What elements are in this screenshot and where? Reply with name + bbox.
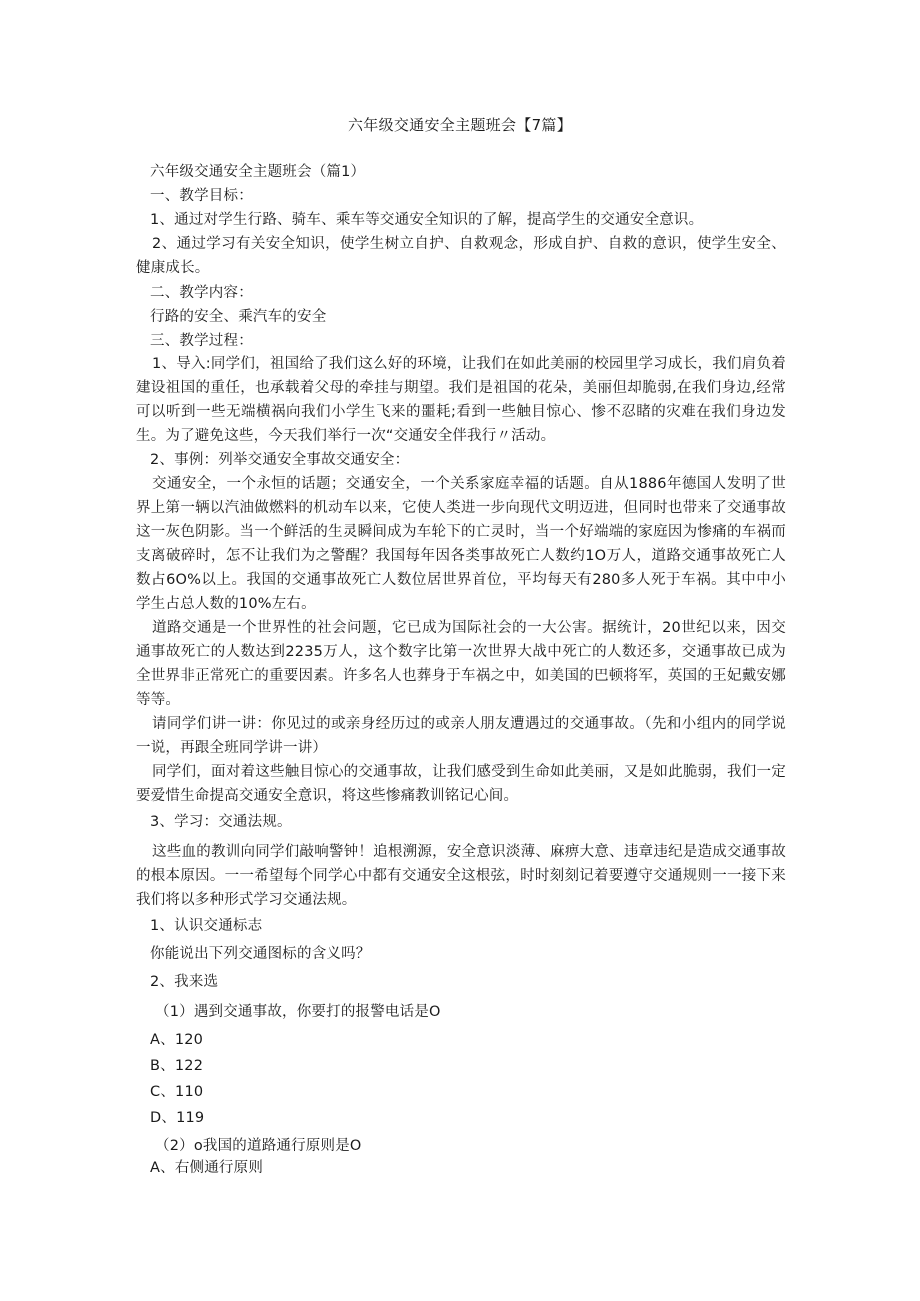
q1-option-d: D、119 bbox=[150, 1110, 205, 1126]
choose-heading: 2、我来选 bbox=[150, 974, 219, 990]
cherish-paragraph: 同学们，面对着这些触目惊心的交通事故，让我们感受到生命如此美丽，又是如此脆弱，我们一定要爱惜生命提高交通安全意识，将这些惨痛教训铭记心间。 bbox=[136, 764, 786, 804]
world-paragraph: 道路交通是一个世界性的社会问题，它已成为国际社会的一大公害。据统计，20世纪以来，因交通事故死亡的人数达到2235万人，这个数字比第一次世界大战中死亡的人数还多，交通事故已成为全世界非正常死亡的重要因素。许多名人也葬身于车祸之中，如美国的巴顿将军，英国的王妃戴安娜等等。 bbox=[136, 620, 786, 708]
intro-paragraph: 1、导入:同学们，祖国给了我们这么好的环境，让我们在如此美丽的校园里学习成长，我们肩负着建设祖国的重任，也承载着父母的牵挂与期望。我们是祖国的花朵，美丽但却脆弱,在我们身边,经常可以听到一些无端横祸向我们小学生飞来的噩耗;看到一些触目惊心、惨不忍睹的灾难在我们身边发生。为了避免这些，今天我们举行一次“交通安全伴我行〃活动。 bbox=[136, 356, 786, 444]
content-text: 行路的安全、乘汽车的安全 bbox=[150, 309, 327, 325]
section-heading-process: 三、教学过程： bbox=[150, 333, 253, 349]
question-2: （2）o我国的道路通行原则是O bbox=[155, 1138, 362, 1154]
objective-2: 2、通过学习有关安全知识，使学生树立自护、自救观念，形成自护、自救的意识，使学生安全、健康成长。 bbox=[136, 236, 786, 276]
section-heading-content: 二、教学内容： bbox=[150, 285, 253, 301]
q1-option-a: A、120 bbox=[150, 1032, 204, 1048]
lesson-paragraph: 这些血的教训向同学们敲响警钟！追根溯源，安全意识淡薄、麻痹大意、违章违纪是造成交通事故的根本原因。一一希望每个同学心中都有交通安全这根弦，时时刻刻记着要遵守交通规则一一接下来我们将以多种形式学习交通法规。 bbox=[136, 844, 786, 908]
document-subtitle: 六年级交通安全主题班会（篇1） bbox=[150, 164, 366, 180]
q1-option-b: B、122 bbox=[150, 1058, 204, 1074]
q2-option-a: A、右侧通行原则 bbox=[150, 1160, 264, 1176]
signs-heading: 1、认识交通标志 bbox=[150, 918, 263, 934]
question-1: （1）遇到交通事故，你要打的报警电话是O bbox=[155, 1004, 441, 1020]
share-paragraph: 请同学们讲一讲：你见过的或亲身经历过的或亲人朋友遭遇过的交通事故。（先和小组内的同学说一说，再跟全班同学讲一讲） bbox=[136, 716, 786, 756]
example-heading: 2、事例：列举交通安全事故交通安全： bbox=[150, 452, 410, 468]
section-heading-objectives: 一、教学目标： bbox=[150, 188, 253, 204]
objective-1: 1、通过对学生行路、骑车、乘车等交通安全知识的了解，提高学生的交通安全意识。 bbox=[150, 212, 704, 228]
learn-heading: 3、学习：交通法规。 bbox=[150, 814, 292, 830]
q1-option-c: C、110 bbox=[150, 1084, 204, 1100]
signs-question: 你能说出下列交通图标的含义吗？ bbox=[150, 946, 371, 962]
document-title: 六年级交通安全主题班会【7篇】 bbox=[347, 116, 573, 134]
safety-paragraph: 交通安全，一个永恒的话题；交通安全，一个关系家庭幸福的话题。自从1886年德国人发明了世界上第一辆以汽油做燃料的机动车以来，它使人类进一步向现代文明迈进，但同时也带来了交通事故这一灰色阴影。当一个鲜活的生灵瞬间成为车轮下的亡灵时，当一个好端端的家庭因为惨痛的车祸而支离破碎时，怎不让我们为之警醒？我国每年因各类事故死亡人数约1O万人，道路交通事故死亡人数占6O%以上。我国的交通事故死亡人数位居世界首位，平均每天有280多人死于车祸。其中中小学生占总人数的10%左右。 bbox=[136, 476, 786, 612]
